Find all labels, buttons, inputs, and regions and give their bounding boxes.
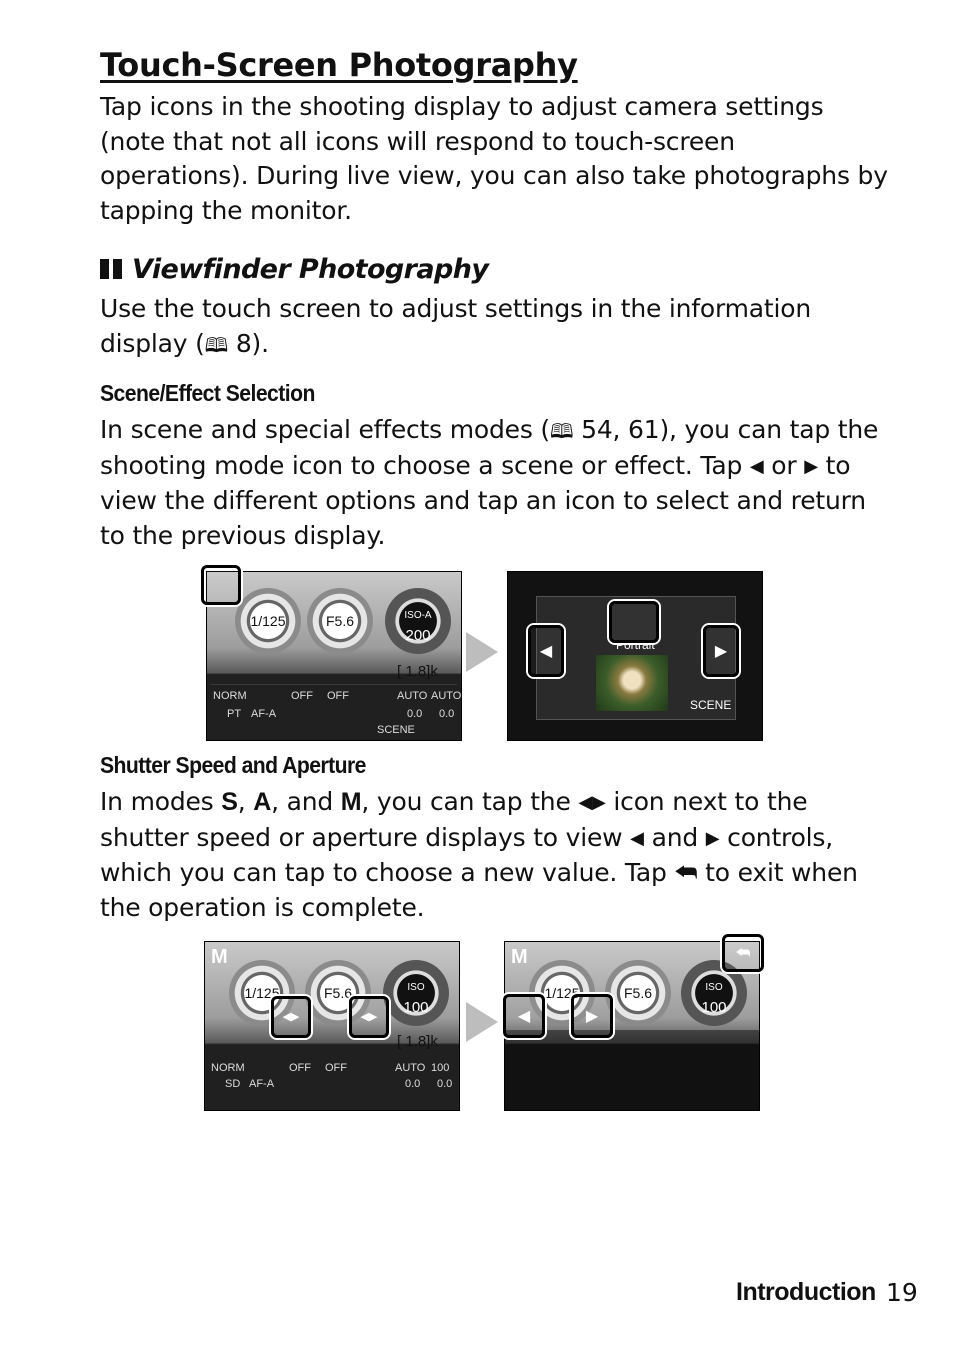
scene-heading: Scene/Effect Selection: [100, 380, 315, 406]
footer-section: Introduction: [736, 1278, 876, 1306]
left-right-arrow-icon: ◀▶: [578, 792, 606, 813]
mode-icon-highlight[interactable]: [201, 565, 241, 605]
increase-button[interactable]: [571, 994, 613, 1038]
return-icon: ⮪: [674, 858, 698, 888]
left-arrow-icon: ◀: [539, 641, 553, 660]
scene-select-screenshot: Portrait SCENE: [507, 571, 763, 741]
shutter-dial: 1/125: [235, 588, 301, 654]
return-icon: ⮪: [735, 943, 751, 962]
left-arrow-icon: ◀: [749, 455, 764, 477]
return-button[interactable]: [722, 934, 764, 972]
book-icon: 🕮: [549, 419, 574, 443]
shutter-display-screenshot: M 1/125 F5.6 ISO 100 [ 1.8]k NORM OFF OFF AUTO 100 SD AF-A 0.0 0.0: [204, 941, 460, 1111]
portrait-scene-icon[interactable]: [609, 601, 659, 643]
section-heading: [100, 254, 488, 285]
right-arrow-icon: ▶: [714, 641, 728, 660]
page-title: Touch-Screen Photography: [100, 46, 578, 84]
section-paragraph: Use the touch screen to adjust settings in the information display (🕮 8).: [100, 294, 811, 358]
info-display-screenshot: 1/125 F5.6 ISO-A 200 [ 1.8]k NORM OFF OFF AUTO AUTO PT AF-A 0.0 0.0 SCENE: [206, 571, 462, 741]
right-arrow-button[interactable]: [703, 625, 739, 677]
iso-dial: ISO-A 200: [385, 588, 451, 654]
portrait-sample-image: [596, 655, 668, 711]
transition-arrow-icon: [466, 632, 498, 672]
shutter-adjust-button[interactable]: [271, 996, 311, 1038]
left-right-arrow-icon: ◀▶: [360, 1010, 378, 1023]
right-arrow-icon: ▶: [705, 827, 720, 849]
scene-paragraph: In scene and special effects modes (🕮 54, 61), you can tap the shooting mode icon to choose a scene or effect. Tap ◀ or ▶ to view the different options and tap an icon to select and return to the previous display.: [100, 415, 879, 550]
section-heading-text: Viewfinder Photography: [132, 254, 489, 285]
left-right-arrow-icon: ◀▶: [282, 1010, 300, 1023]
section-marker-icon: [100, 259, 124, 279]
page-ref: 8: [235, 328, 252, 358]
scene-name: Portrait: [616, 638, 655, 652]
left-arrow-button[interactable]: [528, 625, 564, 677]
transition-arrow-icon: [466, 1002, 498, 1042]
book-icon: 🕮: [204, 332, 229, 357]
aperture-adjust-button[interactable]: [349, 996, 389, 1038]
shutter-control-screenshot: M 1/125 F5.6 ISO 100: [504, 941, 760, 1111]
intro-paragraph: Tap icons in the shooting display to adjust camera settings (note that not all icons will respond to touch-screen operations). During live view, you can also take photographs by tapping the monitor.: [100, 92, 888, 225]
shutter-paragraph: In modes S, A, and M, you can tap the ◀▶ icon next to the shutter speed or aperture displays to view ◀ and ▶ controls, which you can tap to choose a new value. Tap ⮪ to exit when the operation is complete.: [100, 787, 858, 922]
aperture-dial: F5.6: [307, 588, 373, 654]
page-number: 19: [886, 1278, 918, 1307]
divider: [211, 684, 457, 685]
right-arrow-icon: ▶: [804, 455, 818, 477]
left-arrow-icon: ◀: [517, 1006, 531, 1025]
shutter-heading: Shutter Speed and Aperture: [100, 752, 366, 778]
right-arrow-icon: ▶: [585, 1006, 599, 1025]
decrease-button[interactable]: [503, 994, 545, 1038]
remaining-shots: [ 1.8]k: [397, 663, 438, 680]
left-arrow-icon: ◀: [630, 827, 644, 849]
